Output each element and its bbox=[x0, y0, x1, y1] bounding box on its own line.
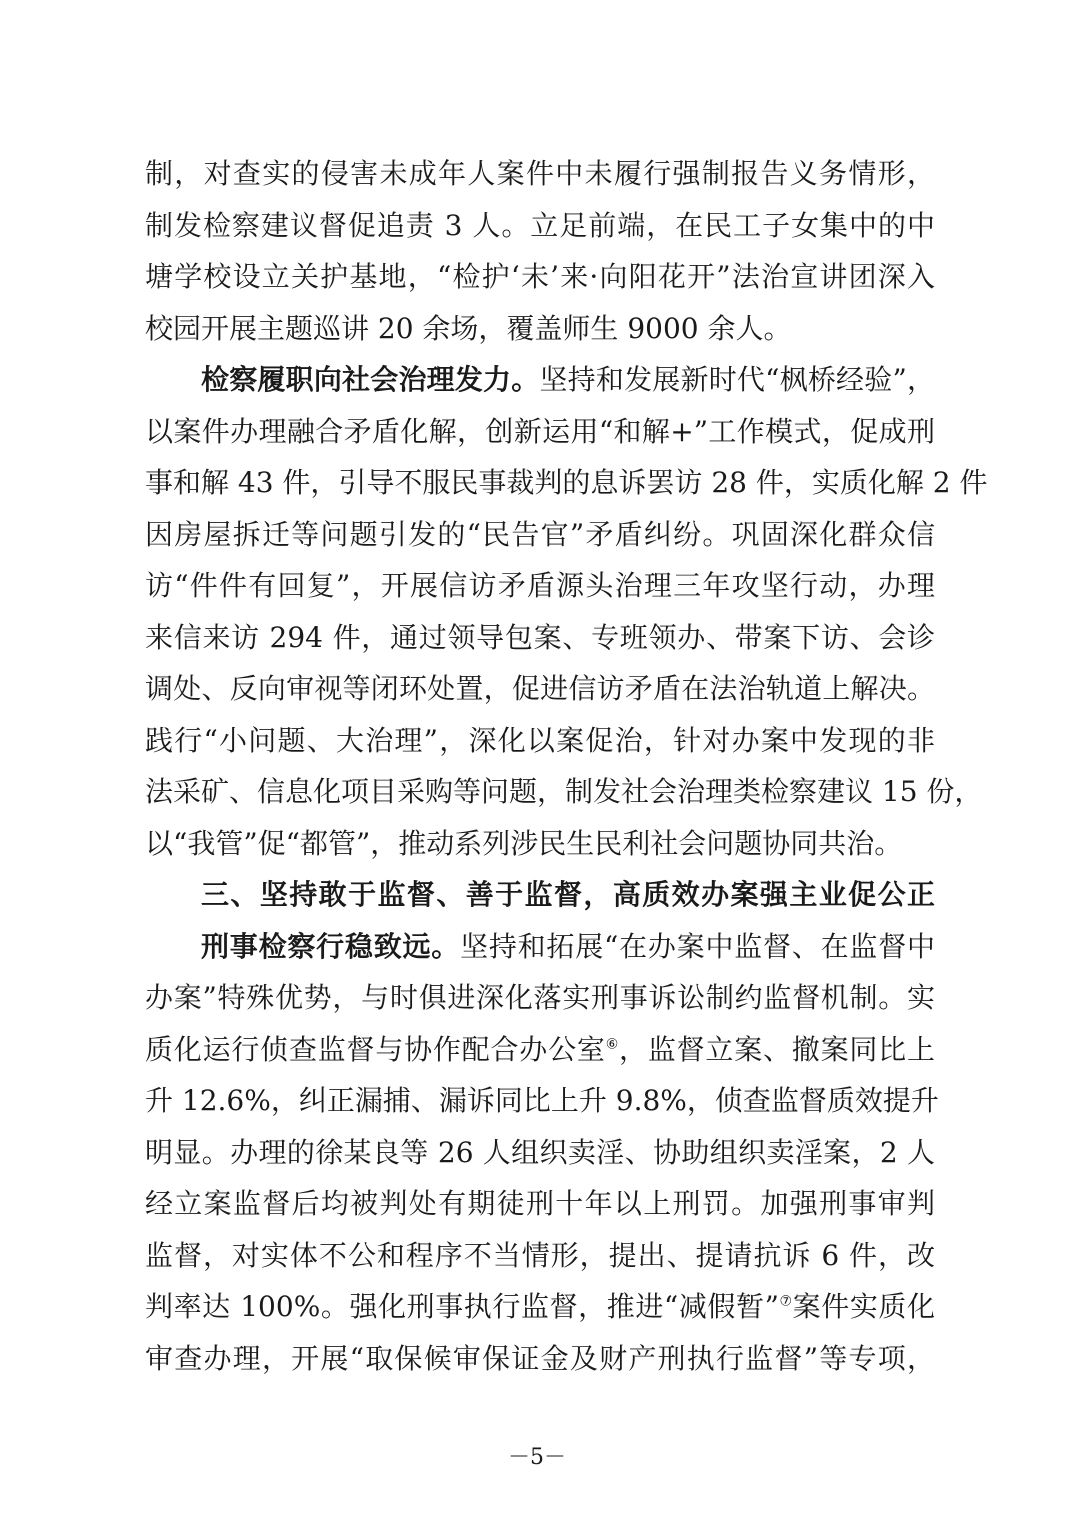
text-line bbox=[145, 1281, 935, 1333]
text-line: 来信来访 294 件，通过领导包案、专班领办、带案下访、会诊 bbox=[145, 620, 935, 654]
text-line: 监督，对实体不公和程序不当情形，提出、提请抗诉 6 件，改 bbox=[145, 1238, 935, 1272]
text-span: 坚持和发展新时代“枫桥经验”， bbox=[539, 363, 935, 396]
text-line: 审查办理，开展“取保候审保证金及财产刑执行监督”等专项， bbox=[145, 1341, 935, 1375]
paragraph-first-line bbox=[145, 921, 935, 973]
paragraph-title: 检察履职向社会治理发力。 bbox=[201, 363, 540, 396]
text-line bbox=[145, 1024, 935, 1076]
text-line: 制，对查实的侵害未成年人案件中未履行强制报告义务情形， bbox=[145, 157, 935, 190]
page-number: －5－ bbox=[508, 1445, 566, 1470]
paragraph-first-line bbox=[145, 354, 935, 406]
text-line: 经立案监督后均被判处有期徒刑十年以上刑罚。加强刑事审判 bbox=[145, 1187, 935, 1220]
text-line: 访“件件有回复”，开展信访矛盾源头治理三年攻坚行动，办理 bbox=[145, 569, 935, 602]
text-line: 以案件办理融合矛盾化解，创新运用“和解+”工作模式，促成刑 bbox=[145, 414, 935, 448]
text-line: 因房屋拆迁等问题引发的“民告官”矛盾纠纷。巩固深化群众信 bbox=[145, 517, 935, 551]
paragraph-title: 刑事检察行稳致远。 bbox=[201, 929, 461, 963]
text-line: 法采矿、信息化项目采购等问题，制发社会治理类检察建议 15 份， bbox=[145, 775, 983, 808]
text-line: 升 12.6%，纠正漏捕、漏诉同比上升 9.8%，侦查监督质效提升 bbox=[145, 1084, 939, 1117]
text-line: 办案”特殊优势，与时俱进深化落实刑事诉讼制约监督机制。实 bbox=[145, 981, 935, 1014]
text-line: 践行“小问题、大治理”，深化以案促治，针对办案中发现的非 bbox=[145, 723, 935, 757]
footnote-marker: ⑦ bbox=[778, 1293, 793, 1310]
text-line: 调处、反向审视等闭环处置，促进信访矛盾在法治轨道上解决。 bbox=[145, 672, 935, 705]
text-line: 校园开展主题巡讲 20 余场，覆盖师生 9000 余人。 bbox=[145, 311, 792, 345]
text-span: 质化运行侦查监督与协作配合办公室 bbox=[145, 1032, 606, 1066]
text-line: 制发检察建议督促追责 3 人。立足前端，在民工子女集中的中 bbox=[145, 208, 935, 242]
text-span: 坚持和拓展“在办案中监督、在监督中 bbox=[460, 929, 935, 963]
text-span: 案件实质化 bbox=[792, 1290, 935, 1323]
text-line: 明显。办理的徐某良等 26 人组织卖淫、协助组织卖淫案，2 人 bbox=[145, 1135, 935, 1169]
document-body bbox=[145, 148, 988, 1384]
footnote-marker: ⑥ bbox=[605, 1036, 620, 1053]
section-heading: 三、坚持敢于监督、善于监督，高质效办案强主业促公正 bbox=[201, 878, 935, 911]
text-span: 判率达 100%。强化刑事执行监督，推进“减假暂” bbox=[145, 1290, 779, 1323]
text-line: 以“我管”促“都管”，推动系列涉民生民利社会问题协同共治。 bbox=[145, 826, 903, 860]
text-span: ，监督立案、撤案同比上 bbox=[619, 1032, 935, 1066]
text-line: 事和解 43 件，引导不服民事裁判的息诉罢访 28 件，实质化解 2 件 bbox=[145, 466, 988, 499]
text-line: 塘学校设立关护基地，“检护‘未’来·向阳花开”法治宣讲团深入 bbox=[145, 260, 935, 293]
